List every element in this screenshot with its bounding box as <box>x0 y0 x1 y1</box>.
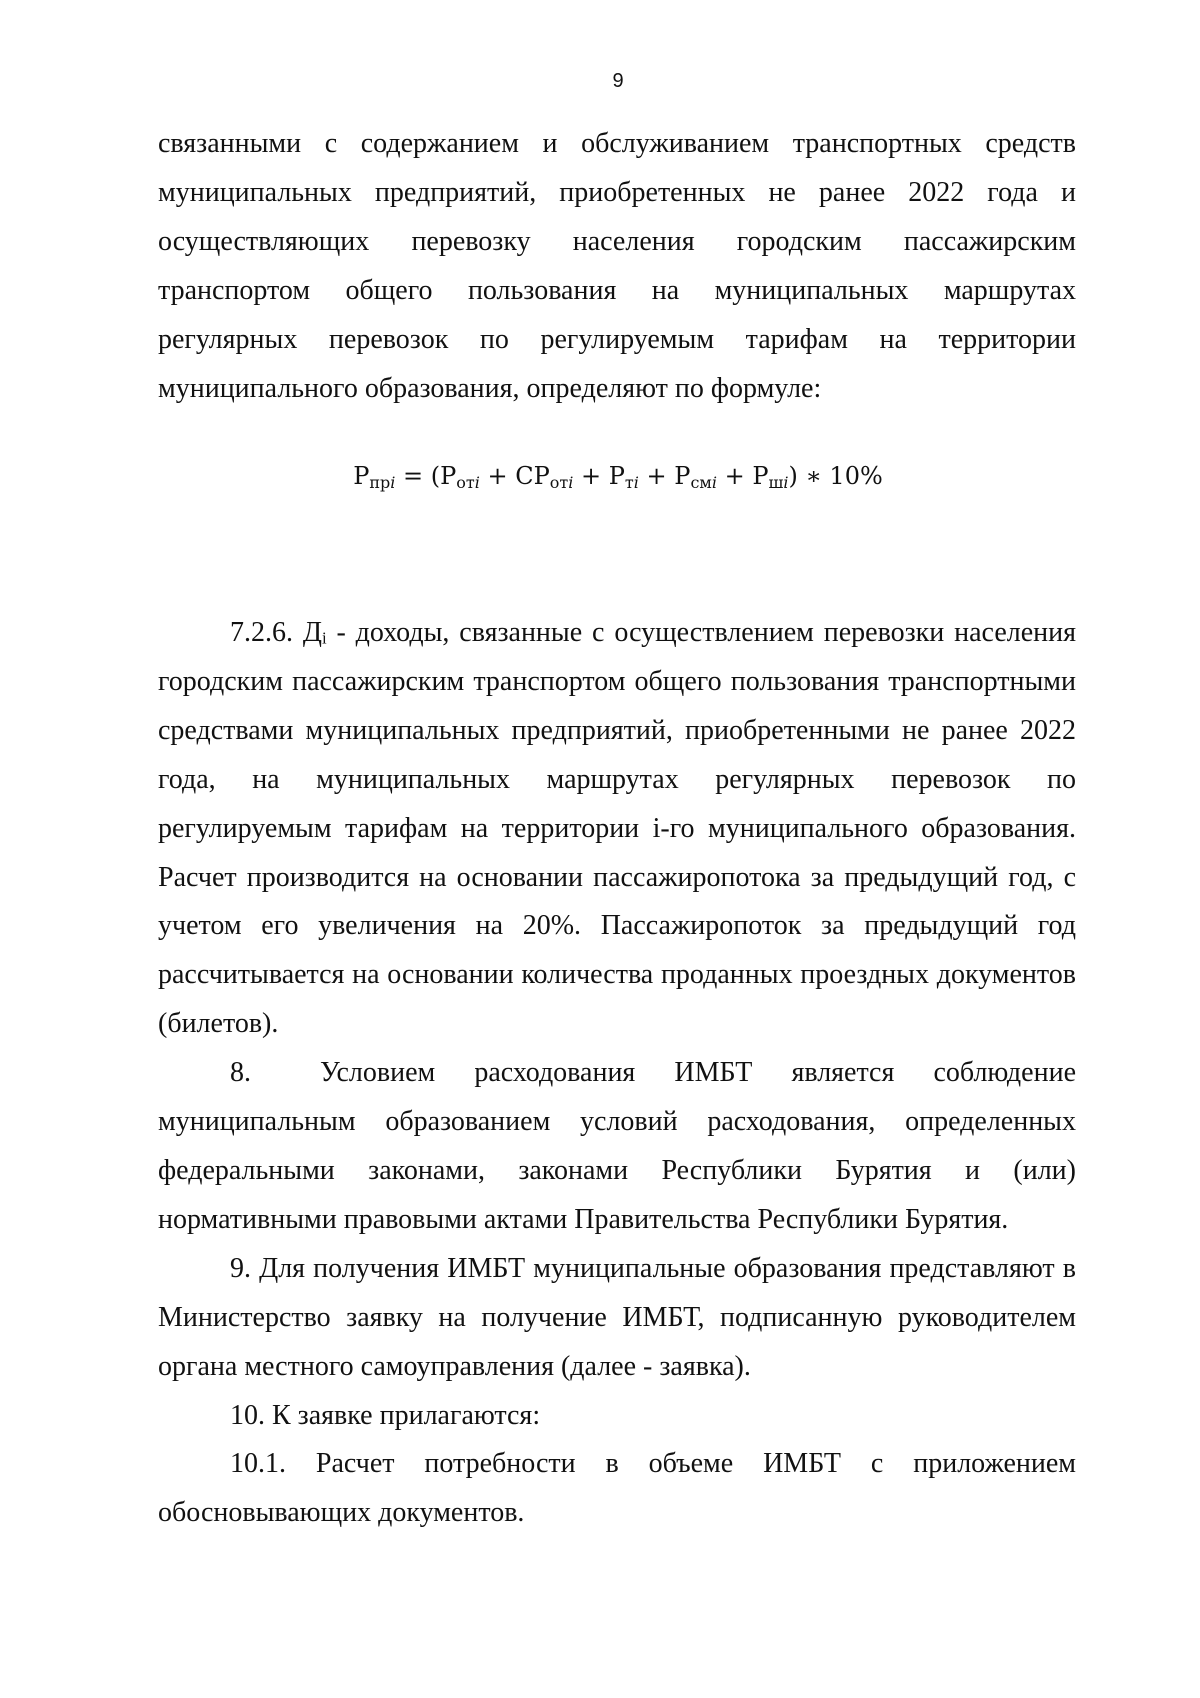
intro-block <box>158 120 1076 413</box>
formula-plus-4: + <box>716 462 753 490</box>
formula-term-2-index: i <box>568 473 574 492</box>
formula-term-5: Р <box>752 462 769 490</box>
paragraph-10: 10. К заявке прилагаются: <box>230 1399 541 1431</box>
formula-term-4: Р <box>674 462 691 490</box>
formula-term-5-index: i <box>783 473 789 492</box>
paragraph-8-text: Условием расходования ИМБТ является соблюдение муниципальным образованием условий расходования, определенных федеральными законами, законами Республики Бурятия и (или) нормативными правовыми актами Правительства Республики Бурятия. <box>158 1057 1076 1235</box>
formula-term-5-sub: ш <box>768 473 784 492</box>
formula-term-2-sub: от <box>549 473 569 492</box>
paragraph-10-1: 10.1. Расчет потребности в объеме ИМБТ с приложением обосновывающих документов. <box>158 1448 1076 1529</box>
formula-term-2: СР <box>515 462 550 490</box>
formula-term-4-index: i <box>711 473 717 492</box>
formula-term-1-sub: от <box>456 473 475 492</box>
formula-lhs: Р <box>353 462 370 490</box>
formula-plus-3: + <box>638 462 675 490</box>
formula-plus-1: + <box>479 462 516 490</box>
formula-lhs-sub-index: i <box>390 473 396 492</box>
paragraph-9: 9. Для получения ИМБТ муниципальные образования представляют в Министерство заявку на получение ИМБТ, подписанную руководителем органа местного самоуправления (далее - заявка). <box>158 1252 1076 1382</box>
formula-term-1: Р <box>440 462 457 490</box>
formula-tail: ) ∗ 10% <box>788 462 883 490</box>
formula <box>0 462 1200 492</box>
paragraph-7-2-6: 7.2.6. Дᵢ - доходы, связанные с осуществлением перевозки населения городским пассажирским транспортом общего пользования транспортными средствами муниципальных предприятий, приобретенными не ранее 2022 года, на муниципальных маршрутах регулярных перевозок по регулируемым тарифам на территории i-го муниципального образования. Расчет производится на основании пассажиропотока за предыдущий год, с учетом его увеличения на 20%. Пассажиропоток за предыдущий год рассчитывается на основании количества проданных проездных документов (билетов). <box>158 617 1076 1040</box>
main-text-block <box>158 609 1076 1538</box>
paragraph-8-number: 8. <box>230 1057 251 1089</box>
formula-term-3-index: i <box>633 473 639 492</box>
intro-paragraph: связанными с содержанием и обслуживанием транспортных средств муниципальных предприятий, приобретенных не ранее 2022 года и осуществляющих перевозку населения городским пассажирским транспортом общего пользования на муниципальных маршрутах регулярных перевозок по регулируемым тарифам на территории муниципального образования, определяют по формуле: <box>158 128 1076 404</box>
paragraph-8 <box>158 1049 1076 1245</box>
formula-lhs-sub: пр <box>369 473 391 492</box>
page-number: 9 <box>612 70 624 92</box>
formula-equals: = ( <box>395 462 441 490</box>
formula-term-3: Р <box>608 462 625 490</box>
formula-term-1-index: i <box>474 473 480 492</box>
formula-plus-2: + <box>573 462 609 490</box>
formula-term-4-sub: см <box>690 473 712 492</box>
formula-term-3-sub: т <box>624 473 634 492</box>
